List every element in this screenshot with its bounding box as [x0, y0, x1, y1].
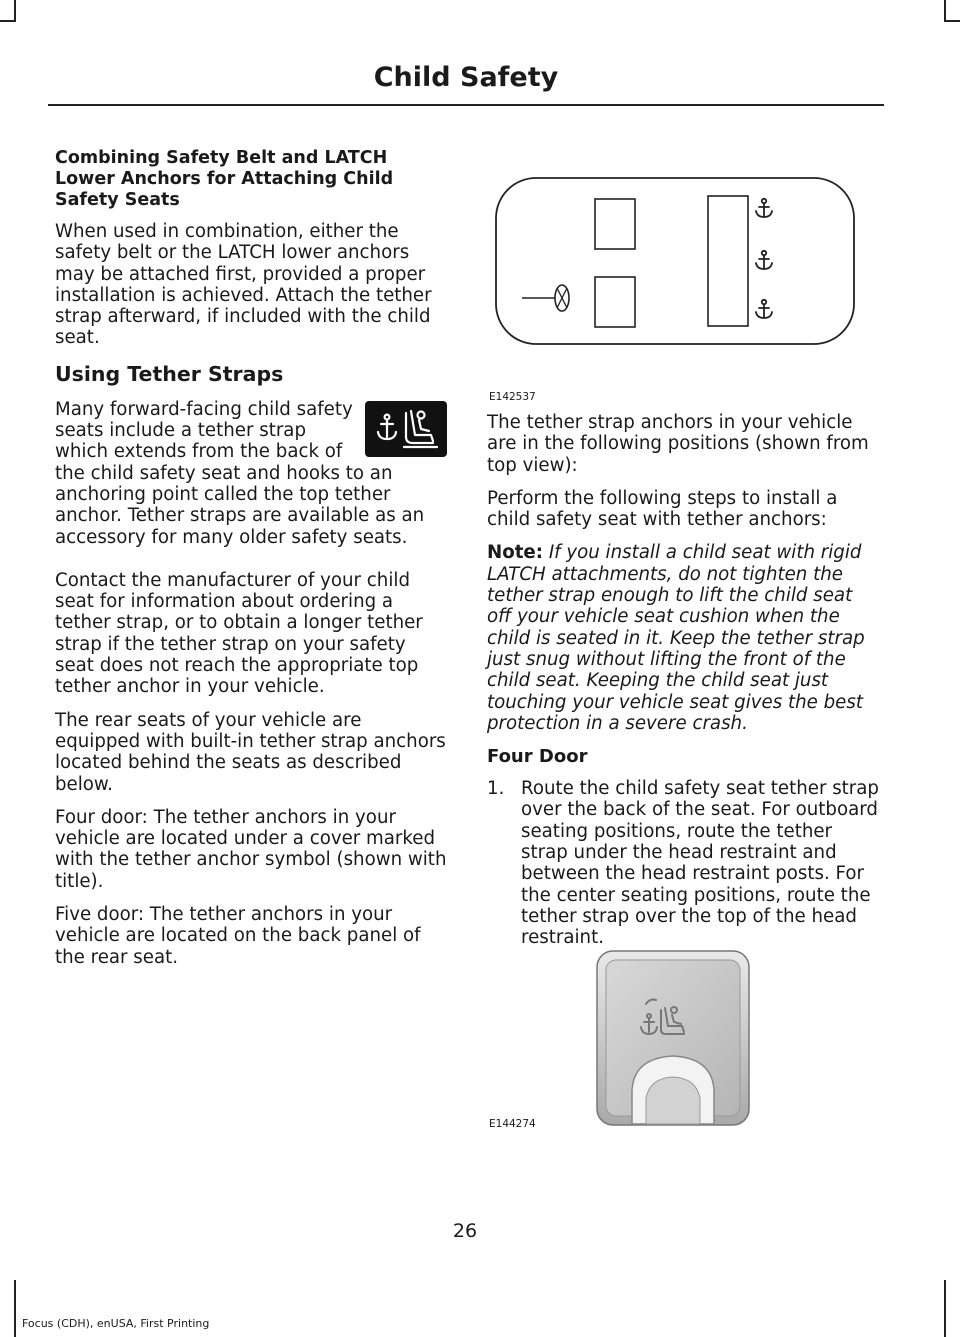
section-heading-four-door: Four Door: [487, 746, 588, 768]
crop-mark: [944, 0, 946, 22]
tether-anchor-positions-diagram: [494, 176, 858, 348]
crop-mark: [944, 1280, 946, 1337]
crop-mark: [14, 1280, 16, 1337]
paragraph: When used in combination, either the safety belt or the LATCH lower anchors may be attached first, provided a proper installation is achieved. Attach the tether strap afterward, if included with the child seat.: [55, 221, 432, 349]
crop-mark: [944, 20, 960, 22]
tether-anchor-child-seat-icon: [365, 401, 447, 457]
paragraph: The tether strap anchors in your vehicle are in the following positions (shown from top view):: [487, 412, 869, 476]
tether-intro-block: [55, 399, 447, 548]
section-heading-combining: Combining Safety Belt and LATCH Lower Anchors for Attaching Child Safety Seats: [55, 148, 394, 210]
note-paragraph: [487, 542, 879, 734]
paragraph: Four door: The tether anchors in your vehicle are located under a cover marked with the tether anchor symbol (shown with title).: [55, 806, 447, 892]
step-number: 1.: [487, 778, 505, 800]
figure-code: E144274: [489, 1118, 536, 1130]
note-text: If you install a child seat with rigid LATCH attachments, do not tighten the tether strap enough to lift the child seat off your vehicle seat cushion when the child is seated in it. Keep the tether strap just snug without lifting the front of the child seat. Keeping the child seat just touching your vehicle seat gives the best protection in a severe crash.: [487, 542, 865, 734]
paragraph: Perform the following steps to install a child safety seat with tether anchors:: [487, 487, 838, 531]
paragraph: Many forward-facing child safety seats include a tether strap which extends from the back of the child safety seat and hooks to an anchoring point called the top tether anchor. Tether straps are available as an accessory for many older safety seats.: [55, 398, 425, 548]
footer-text: Focus (CDH), enUSA, First Printing: [22, 1317, 210, 1330]
list-item: [487, 778, 879, 948]
paragraph: The rear seats of your vehicle are equipped with built-in tether strap anchors located behind the seats as described below.: [55, 709, 446, 795]
tether-anchor-cover-image: [594, 948, 752, 1130]
left-column: [55, 148, 447, 980]
crop-mark: [0, 20, 16, 22]
figure-code: E142537: [489, 391, 536, 403]
note-label: Note:: [487, 542, 544, 564]
right-column: [487, 412, 879, 961]
step-text: Route the child safety seat tether strap over the back of the seat. For outboard seating positions, route the tether strap under the head restraint and between the head restraint posts. For the center seating positions, route the tether strap over the top of the head restraint.: [521, 778, 879, 949]
paragraph: Five door: The tether anchors in your vehicle are located on the back panel of the rear seat.: [55, 904, 421, 968]
section-heading-tether-straps: Using Tether Straps: [55, 361, 284, 386]
header-rule: [48, 104, 884, 106]
paragraph: Contact the manufacturer of your child seat for information about ordering a tether strap, or to obtain a longer tether strap if the tether strap on your safety seat does not reach the appropriate top tether anchor in your vehicle.: [55, 569, 423, 698]
crop-mark: [14, 0, 16, 22]
page-title: Child Safety: [373, 62, 559, 93]
page-number: 26: [452, 1220, 478, 1242]
